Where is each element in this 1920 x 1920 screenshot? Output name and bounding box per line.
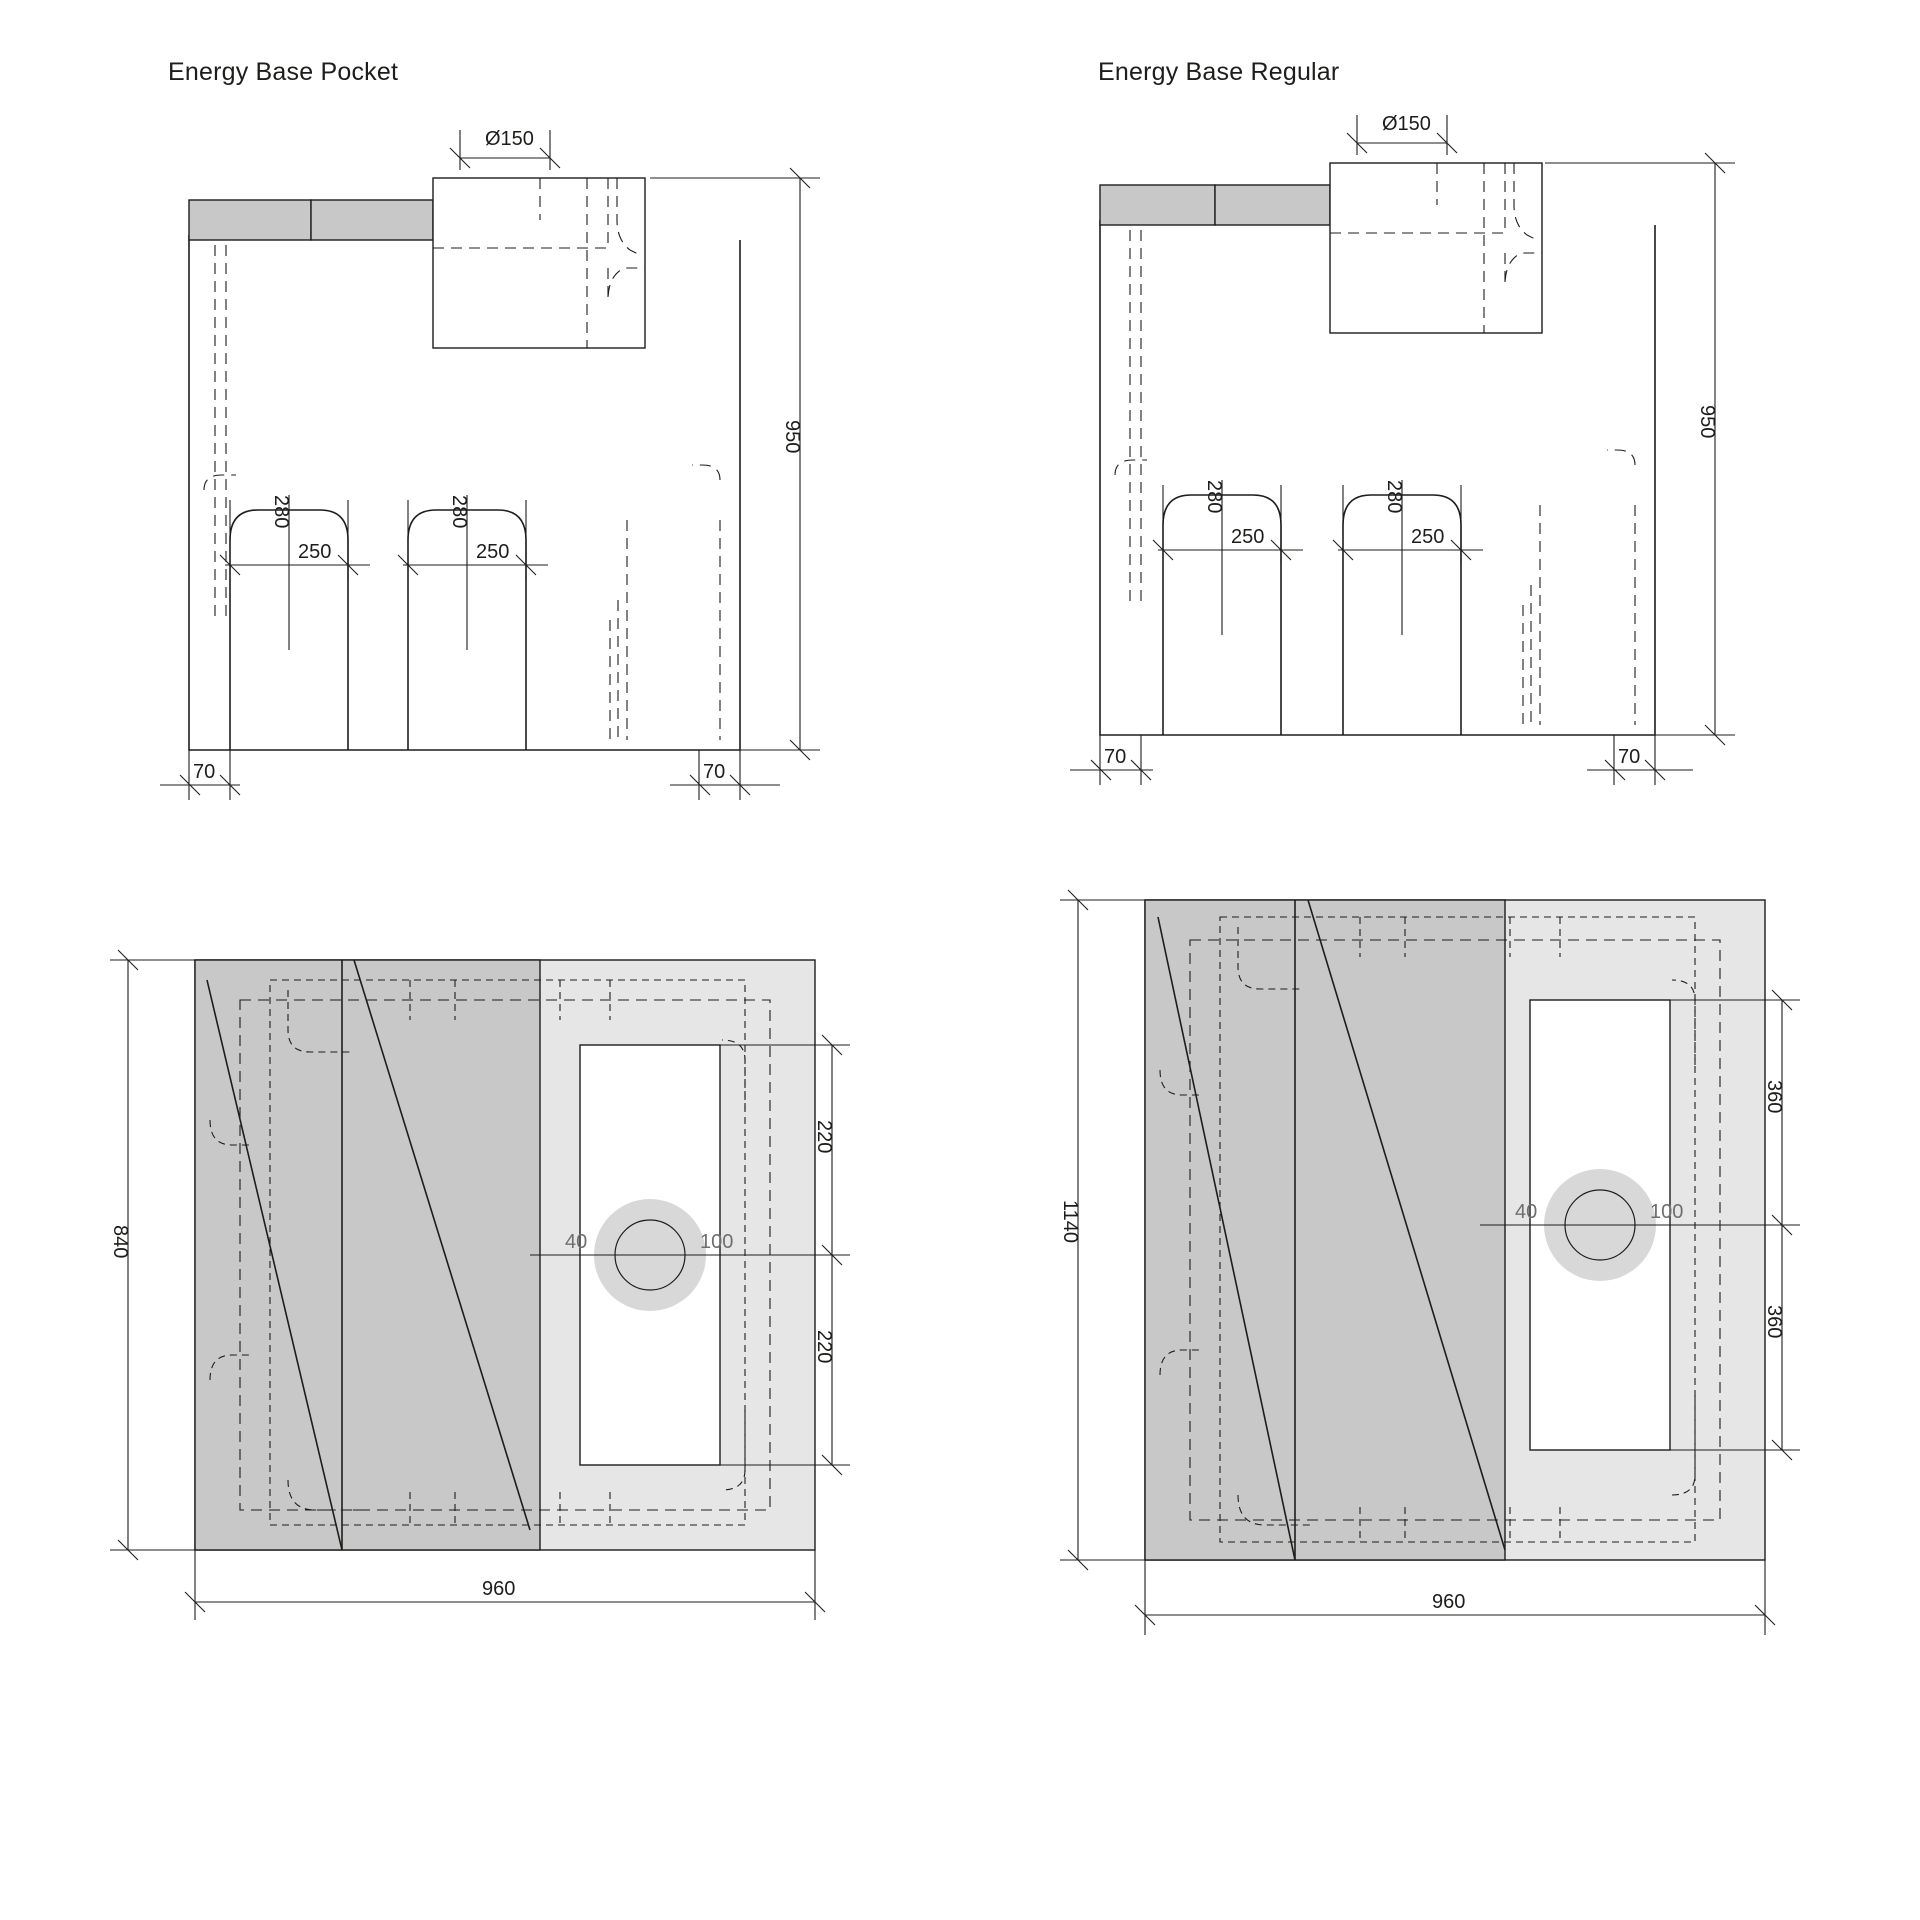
dim-regular-cutout2-height-text: 280: [1383, 480, 1405, 514]
dim-regular-cutout2-width-text: 250: [1411, 526, 1445, 548]
pocket-front-view: [140, 100, 860, 783]
dim-pocket-cutout2-width-text: 250: [476, 541, 510, 563]
dim-pocket-left-offset-text: 70: [193, 761, 216, 783]
pocket-front-top-bar-left: [189, 200, 311, 240]
dim-pocket-plan-lower-text: 220: [813, 1330, 835, 1364]
regular-front-hidden-curve-right: [1607, 450, 1635, 465]
dim-regular-plan-left-inner-text: 40: [1515, 1201, 1538, 1223]
pocket-front-hidden-curve-right: [692, 465, 720, 480]
pocket-front-hidden-curve-left: [204, 475, 236, 490]
dim-regular-height: [1545, 153, 1735, 745]
dim-regular-plan-upper-text: 360: [1763, 1080, 1785, 1114]
pocket-front-top-bar-right: [311, 200, 433, 240]
dim-regular-diameter-text: Ø150: [1382, 113, 1431, 135]
dim-regular-right-offset-text: 70: [1618, 746, 1641, 768]
dim-regular-diameter: [1347, 113, 1457, 155]
dim-regular-cutout1-height-text: 280: [1203, 480, 1225, 514]
dim-pocket-cutout1-height-text: 280: [270, 495, 292, 529]
dim-regular-plan-lower-text: 360: [1763, 1305, 1785, 1339]
regular-front-top-bar-right: [1215, 185, 1330, 225]
view-title-regular: Energy Base Regular: [1098, 58, 1340, 86]
regular-plan-grey-zone: [1145, 900, 1505, 1560]
regular-front-hidden-curve-left: [1115, 460, 1147, 475]
pocket-plan-grey-zone: [195, 960, 540, 1550]
dim-regular-left-offset: [1070, 735, 1153, 785]
dim-pocket-height-text: 950: [781, 420, 803, 454]
dim-pocket-left-offset: [160, 750, 240, 800]
dim-regular-cutout1-width-text: 250: [1231, 526, 1265, 548]
dim-pocket-plan-width-text: 960: [482, 1578, 516, 1600]
regular-plan-view: [1040, 855, 1800, 1613]
regular-front-hood-block: [1330, 163, 1542, 333]
dim-regular-plan-right-inner-text: 100: [1650, 1201, 1684, 1223]
regular-front-top-bar-left: [1100, 185, 1215, 225]
dim-regular-plan-depth-text: 1140: [1059, 1200, 1081, 1244]
view-title-pocket: Energy Base Pocket: [168, 58, 399, 86]
dim-pocket-height: [650, 168, 820, 760]
regular-front-view: [1075, 85, 1795, 768]
dim-regular-plan-depth: [1059, 890, 1152, 1570]
dim-pocket-plan-left-inner-text: 40: [565, 1231, 588, 1253]
dim-pocket-cutout2-height-text: 280: [448, 495, 470, 529]
dim-pocket-cutout1-width-text: 250: [298, 541, 332, 563]
dim-pocket-right-offset: [670, 750, 780, 800]
pocket-front-hood-block: [433, 178, 645, 348]
dim-regular-left-offset-text: 70: [1104, 746, 1127, 768]
dim-pocket-right-offset-text: 70: [703, 761, 726, 783]
dim-pocket-plan-depth-text: 840: [109, 1225, 131, 1259]
pocket-plan-view: [109, 880, 870, 1600]
dim-pocket-diameter: [450, 128, 560, 170]
dim-regular-right-offset: [1587, 735, 1693, 785]
dim-regular-plan-width-text: 960: [1432, 1591, 1466, 1613]
dim-pocket-diameter-text: Ø150: [485, 128, 534, 150]
dim-pocket-plan-upper-text: 220: [813, 1120, 835, 1154]
dim-pocket-plan-right-inner-text: 100: [700, 1231, 734, 1253]
dim-pocket-plan-depth: [109, 950, 200, 1560]
dim-regular-height-text: 950: [1696, 405, 1718, 439]
dim-regular-plan-width: [1135, 1560, 1775, 1635]
dim-pocket-plan-width: [185, 1550, 825, 1620]
